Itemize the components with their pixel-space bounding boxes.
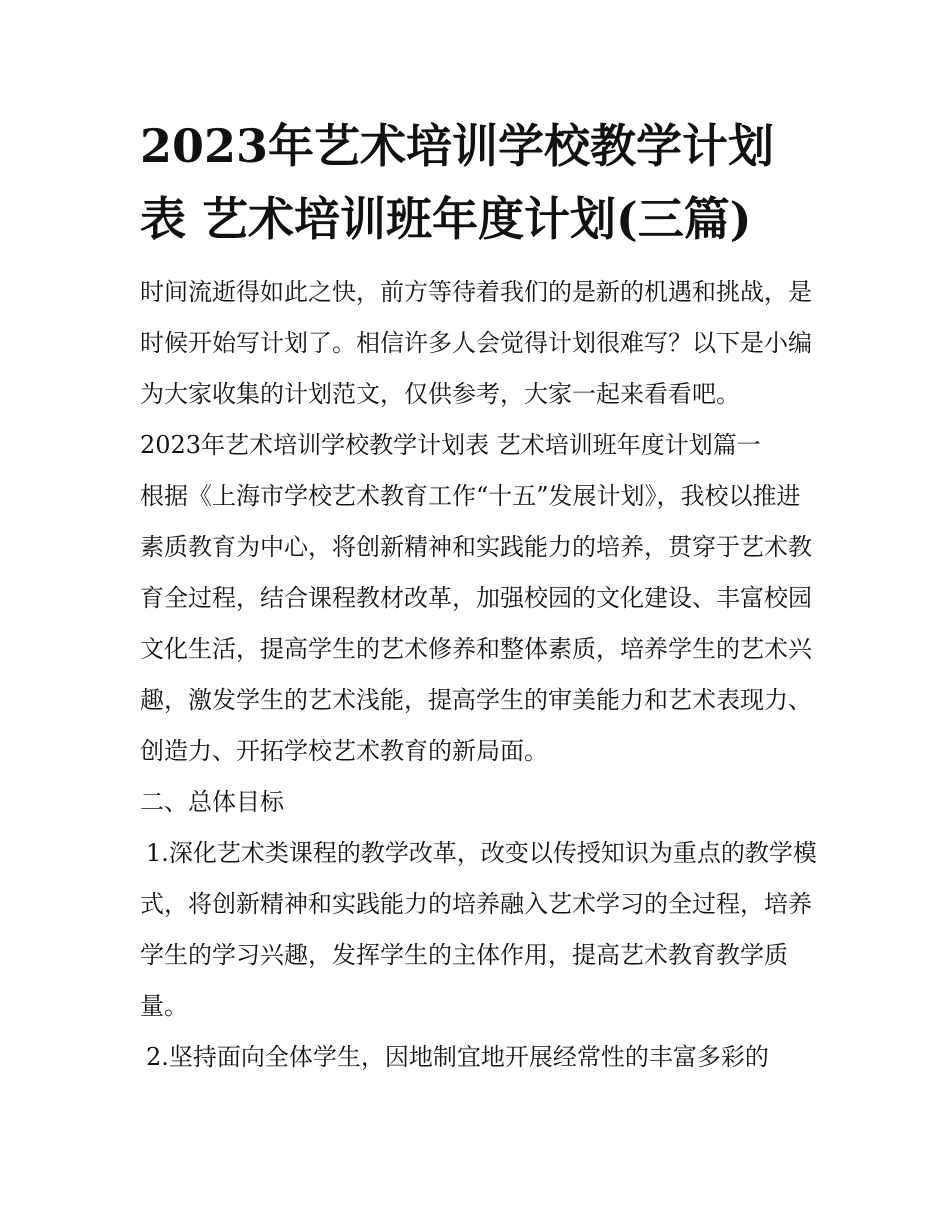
section-heading: 2023年艺术培训学校教学计划表 艺术培训班年度计划篇一 [140, 431, 761, 459]
document-title: 2023年艺术培训学校教学计划表 艺术培训班年度计划(三篇) [140, 119, 775, 246]
body-paragraph-1: 根据《上海市学校艺术教育工作“十五”发展计划》，我校以推进素质教育为中心，将创新精神和实践能力的培养，贯穿于艺术教育全过程，结合课程教材改革，加强校园的文化建设、丰富校园文化生活，提高学生的艺术修养和整体素质，培养学生的艺术兴趣，激发学生的艺术浅能，提高学生的审美能力和艺术表现力、创造力、开拓学校艺术教育的新局面。 [140, 482, 812, 765]
document-content [140, 110, 820, 1083]
list-item-2: 2.坚持面向全体学生，因地制宜地开展经常性的丰富多彩的 [146, 1043, 769, 1071]
intro-paragraph: 时间流逝得如此之快，前方等待着我们的是新的机遇和挑战，是时候开始写计划了。相信许多人会觉得计划很难写？以下是小编为大家收集的计划范文，仅供参考，大家一起来看看吧。 [140, 278, 812, 408]
subheading-overall-goals: 二、总体目标 [140, 788, 284, 816]
list-item-1: 1.深化艺术类课程的教学改革，改变以传授知识为重点的教学模式，将创新精神和实践能力的培养融入艺术学习的全过程，培养学生的学习兴趣，发挥学生的主体作用，提高艺术教育教学质量。 [140, 839, 817, 1020]
